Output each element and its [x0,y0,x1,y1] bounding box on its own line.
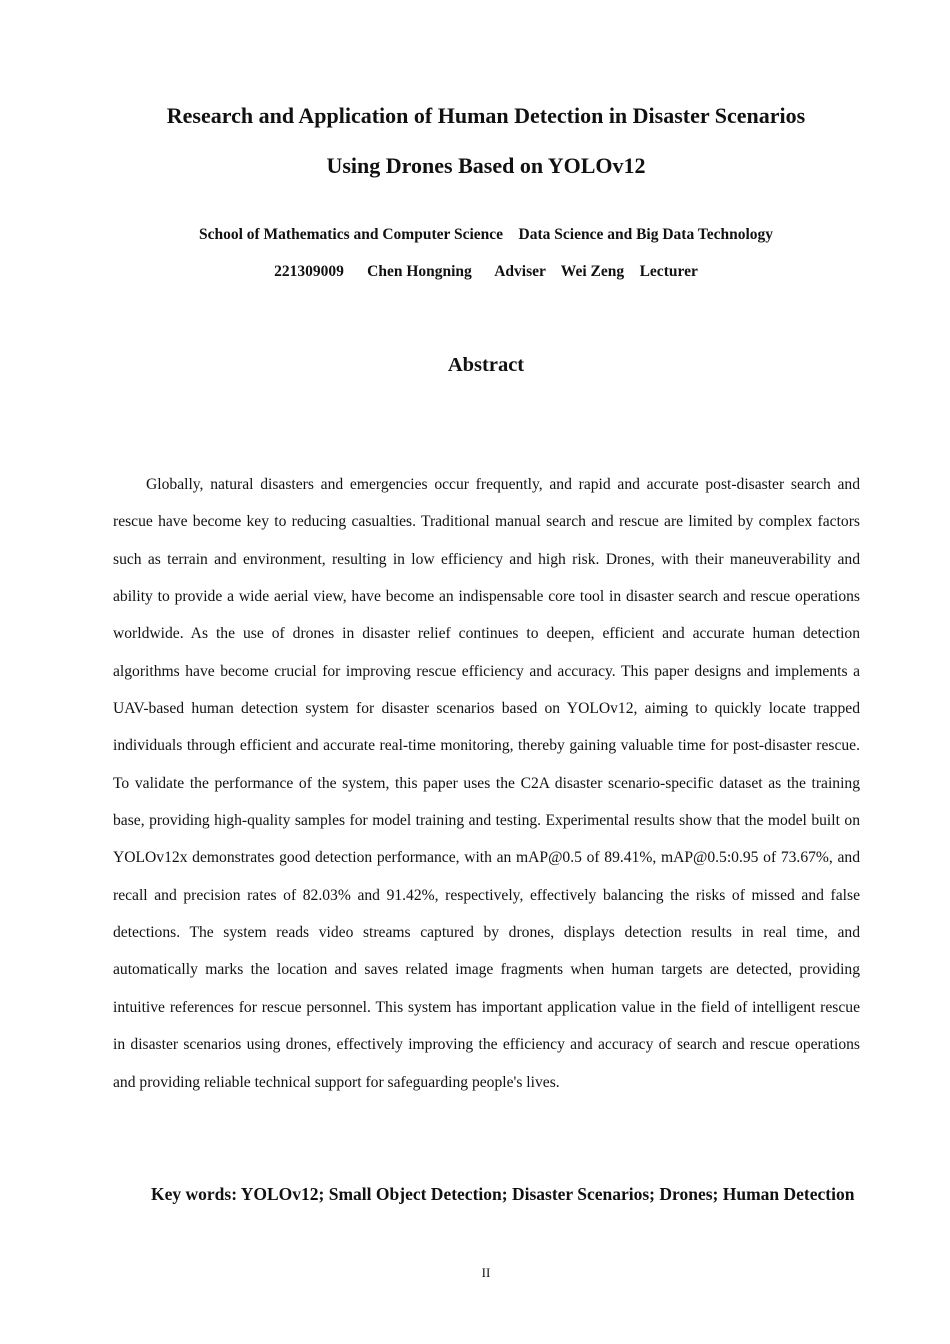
keywords: Key words: YOLOv12; Small Object Detection; Disaster Scenarios; Drones; Human Detection [151,1184,855,1204]
paper-title-line-1: Research and Application of Human Detection in Disaster Scenarios [166,103,806,128]
abstract-body: Globally, natural disasters and emergencies occur frequently, and rapid and accurate post-disaster search and rescue have become key to reducing casualties. Traditional manual search and rescue are limited by complex factors such as terrain and environment, resulting in low efficiency and high risk. Drones, with their maneuverability and ability to provide a wide aerial view, have become an indispensable core tool in disaster search and rescue operations worldwide. As the use of drones in disaster relief continues to deepen, efficient and accurate human detection algorithms have become crucial for improving rescue efficiency and accuracy. This paper designs and implements a UAV-based human detection system for disaster scenarios based on YOLOv12, aiming to quickly locate trapped individuals through efficient and accurate real-time monitoring, thereby gaining valuable time for post-disaster rescue. To validate the performance of the system, this paper uses the C2A disaster scenario-specific dataset as the training base, providing high-quality samples for model training and testing. Experimental results show that the model built on YOLOv12x demonstrates good detection performance, with an mAP@0.5 of 89.41%, mAP@0.5:0.95 of 73.67%, and recall and precision rates of 82.03% and 91.42%, respectively, effectively balancing the risks of missed and false detections. The system reads video streams captured by drones, displays detection results in real time, and automatically marks the location and saves related image fragments when human targets are detected, providing intuitive references for rescue personnel. This system has important application value in the field of intelligent rescue in disaster scenarios using drones, effectively improving the efficiency and accuracy of search and rescue operations and providing reliable technical support for safeguarding people's lives. [113,476,860,1091]
school-major-line: School of Mathematics and Computer Science Data Science and Big Data Technology [198,226,774,243]
student-adviser-line: 221309009 Chen Hongning Adviser Wei Zeng Lecturer [274,263,698,280]
page-number: II [481,1265,491,1280]
paper-title-line-2: Using Drones Based on YOLOv12 [326,153,646,178]
abstract-heading: Abstract [447,354,525,376]
